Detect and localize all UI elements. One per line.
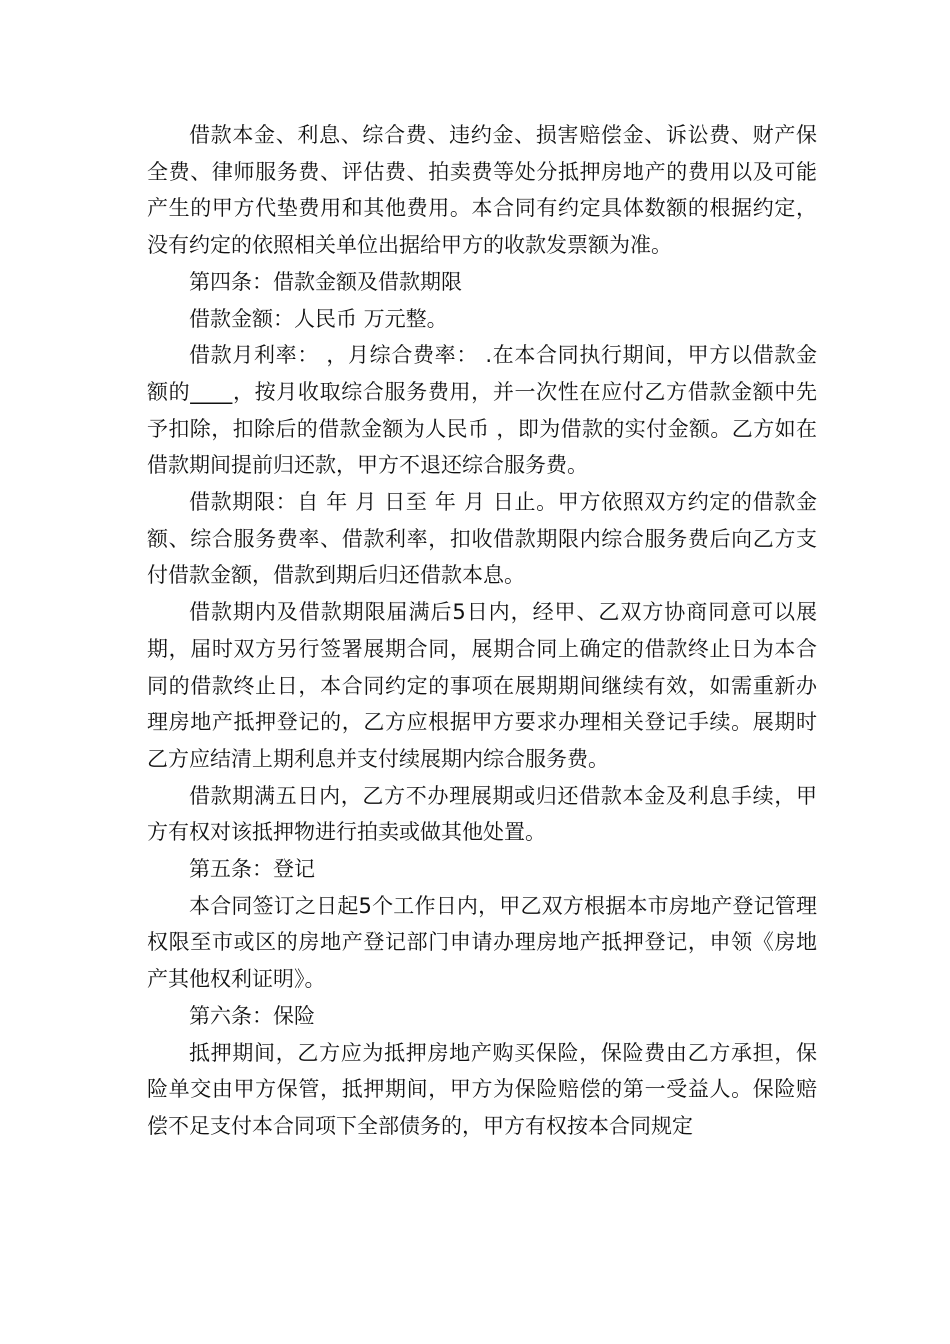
heading-article-4: 第四条：借款金额及借款期限 (189, 269, 462, 294)
document-body (147, 117, 817, 1145)
paragraph-loan-term: 借款期限：自 年 月 日至 年 月 日止。甲方依照双方约定的借款金额、综合服务费率、借款利率，扣收借款期限内综合服务费后向乙方支付借款金额，借款到期后归还借款本息。 (147, 490, 817, 588)
paragraph-insurance: 抵押期间，乙方应为抵押房地产购买保险，保险费由乙方承担，保险单交由甲方保管，抵押期间，甲方为保险赔偿的第一受益人。保险赔偿不足支付本合同项下全部债务的，甲方有权按本合同规定 (147, 1040, 817, 1138)
paragraph-fees: 借款本金、利息、综合费、违约金、损害赔偿金、诉讼费、财产保全费、律师服务费、评估费、拍卖费等处分抵押房地产的费用以及可能产生的甲方代垫费用和其他费用。本合同有约定具体数额的根据约定，没有约定的依照相关单位出据给甲方的收款发票额为准。 (147, 123, 817, 258)
paragraph-expiry-disposal: 借款期满五日内，乙方不办理展期或归还借款本金及利息手续，甲方有权对该抵押物进行拍卖或做其他处置。 (147, 783, 817, 845)
paragraph-loan-amount: 借款金额：人民币 万元整。 (189, 306, 448, 331)
paragraph-extension: 借款期内及借款期限届满后5日内，经甲、乙双方协商同意可以展期，届时双方另行签署展期合同，展期合同上确定的借款终止日为本合同的借款终止日，本合同约定的事项在展期期间继续有效，如需重新办理房地产抵押登记的，乙方应根据甲方要求办理相关登记手续。展期时乙方应结清上期利息并支付续展期内综合服务费。 (147, 600, 817, 771)
paragraph-interest-rate: 借款月利率： ，月综合费率： .在本合同执行期间，甲方以借款金额的____，按月收取综合服务费用，并一次性在应付乙方借款金额中先予扣除，扣除后的借款金额为人民币 ，即为借款的实付金额。乙方如在借款期间提前归还款，甲方不退还综合服务费。 (147, 343, 817, 478)
paragraph-registration: 本合同签订之日起5个工作日内，甲乙双方根据本市房地产登记管理权限至市或区的房地产登记部门申请办理房地产抵押登记，申领《房地产其他权利证明》。 (147, 893, 817, 992)
heading-article-6: 第六条：保险 (189, 1003, 315, 1028)
heading-article-5: 第五条：登记 (189, 857, 315, 882)
